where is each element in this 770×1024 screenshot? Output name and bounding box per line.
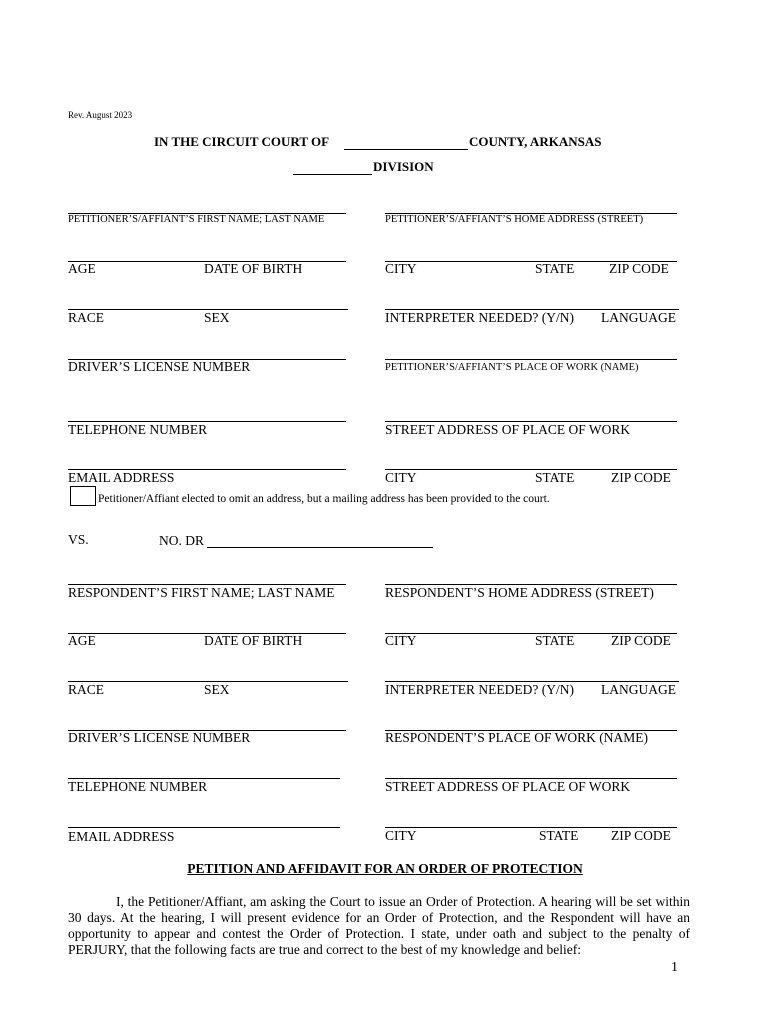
petitioner-work-city-label: CITY <box>385 470 417 485</box>
respondent-language-label: LANGUAGE <box>601 682 676 697</box>
versus-label: VS. <box>68 532 89 547</box>
division-field[interactable] <box>293 162 372 175</box>
omit-address-text: Petitioner/Affiant elected to omit an address, but a mailing address has been provided to the court. <box>98 493 550 505</box>
revision-date: Rev. August 2023 <box>68 110 133 120</box>
respondent-license-label: DRIVER’S LICENSE NUMBER <box>68 730 251 745</box>
page-number: 1 <box>671 960 678 975</box>
petition-title: PETITION AND AFFIDAVIT FOR AN ORDER OF PROTECTION <box>187 861 583 876</box>
petitioner-work-state-label: STATE <box>535 470 575 485</box>
petitioner-interpreter-label: INTERPRETER NEEDED? (Y/N) <box>385 310 574 325</box>
division-label: DIVISION <box>373 159 434 174</box>
petitioner-sex-label: SEX <box>204 310 230 325</box>
county-name-field[interactable] <box>344 136 468 150</box>
petitioner-telephone-label: TELEPHONE NUMBER <box>68 422 208 437</box>
petitioner-dob-label: DATE OF BIRTH <box>204 261 303 276</box>
petitioner-home-address-label: PETITIONER’S/AFFIANT’S HOME ADDRESS (STREET) <box>385 214 644 225</box>
petitioner-zip-label: ZIP CODE <box>609 261 669 276</box>
respondent-race-label: RACE <box>68 682 105 697</box>
respondent-city-label: CITY <box>385 633 417 648</box>
court-header-prefix: IN THE CIRCUIT COURT OF <box>154 134 330 149</box>
petitioner-city-label: CITY <box>385 261 417 276</box>
respondent-email-label: EMAIL ADDRESS <box>68 829 175 844</box>
case-number-label: NO. DR <box>159 533 205 548</box>
petitioner-race-label: RACE <box>68 310 105 325</box>
respondent-home-address-label: RESPONDENT’S HOME ADDRESS (STREET) <box>385 585 654 600</box>
petitioner-age-label: AGE <box>68 261 96 276</box>
petitioner-license-label: DRIVER’S LICENSE NUMBER <box>68 359 251 374</box>
respondent-email-field[interactable] <box>68 827 340 828</box>
respondent-work-zip-label: ZIP CODE <box>611 828 671 843</box>
respondent-work-state-label: STATE <box>539 828 579 843</box>
court-header-suffix: COUNTY, ARKANSAS <box>469 134 602 149</box>
omit-address-checkbox[interactable] <box>70 486 96 506</box>
petitioner-language-label: LANGUAGE <box>601 310 676 325</box>
respondent-sex-label: SEX <box>204 682 230 697</box>
petitioner-name-label: PETITIONER’S/AFFIANT’S FIRST NAME; LAST NAME <box>68 214 325 225</box>
respondent-work-name-label: RESPONDENT’S PLACE OF WORK (NAME) <box>385 730 649 745</box>
petitioner-email-label: EMAIL ADDRESS <box>68 470 175 485</box>
case-number-field[interactable] <box>207 535 433 548</box>
petition-body-text: I, the Petitioner/Affiant, am asking the Court to issue an Order of Protection. A hearing will be set within 30 days. At the hearing, I will present evidence for an Order of Protection, and the Respondent will have an opportunity to appear and contest the Order of Protection. I state, under oath and subject to the penalty of PERJURY, that the following facts are true and correct to the best of my knowledge and belief: <box>68 894 690 957</box>
respondent-zip-label: ZIP CODE <box>611 633 671 648</box>
petitioner-work-name-field[interactable] <box>385 359 677 360</box>
petition-body <box>68 894 690 958</box>
respondent-work-street-label: STREET ADDRESS OF PLACE OF WORK <box>385 779 631 794</box>
respondent-state-label: STATE <box>535 633 575 648</box>
petitioner-state-label: STATE <box>535 261 575 276</box>
petitioner-work-name-label: PETITIONER’S/AFFIANT’S PLACE OF WORK (NAME) <box>385 362 639 373</box>
respondent-dob-label: DATE OF BIRTH <box>204 633 303 648</box>
petitioner-work-street-label: STREET ADDRESS OF PLACE OF WORK <box>385 422 631 437</box>
respondent-telephone-label: TELEPHONE NUMBER <box>68 779 208 794</box>
respondent-work-city-label: CITY <box>385 828 417 843</box>
petitioner-work-zip-label: ZIP CODE <box>611 470 671 485</box>
respondent-name-label: RESPONDENT’S FIRST NAME; LAST NAME <box>68 585 335 600</box>
respondent-age-label: AGE <box>68 633 96 648</box>
respondent-interpreter-label: INTERPRETER NEEDED? (Y/N) <box>385 682 574 697</box>
